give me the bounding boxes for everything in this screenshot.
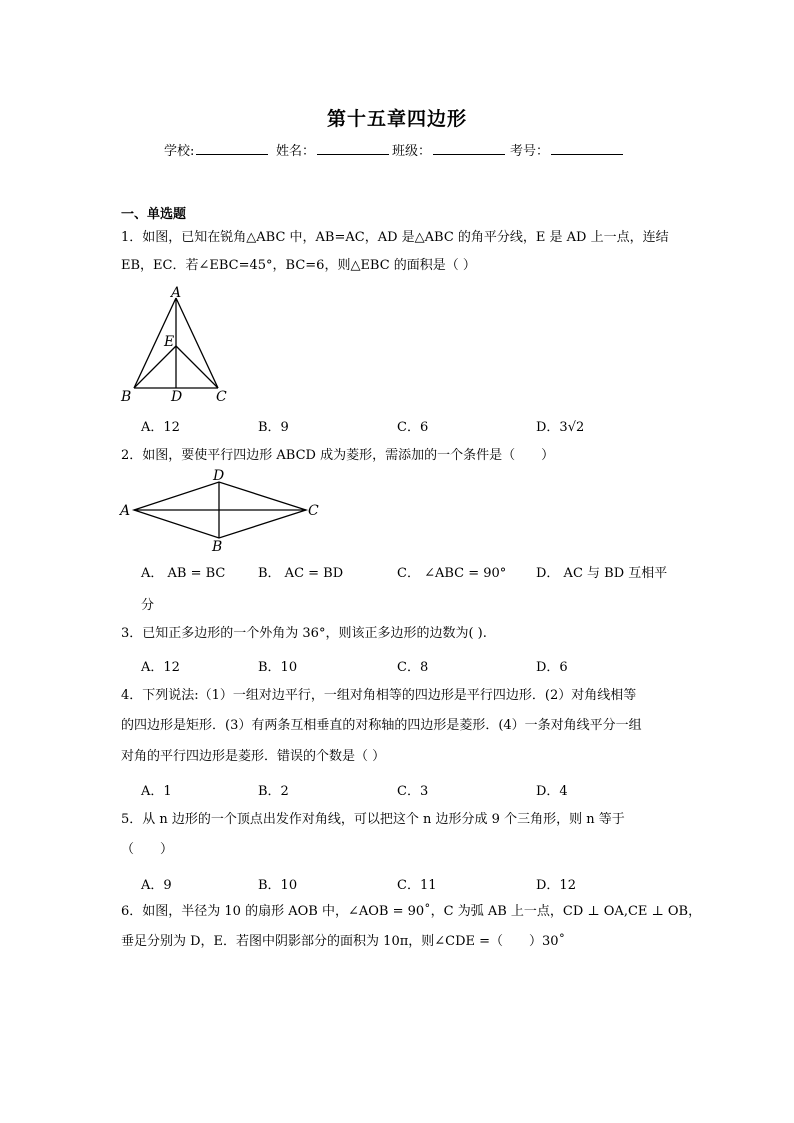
name-label: 姓名：	[276, 144, 316, 159]
q6-line2: 垂足分别为 D，E．若图中阴影部分的面积为 10π，则∠CDE =（ ）30˚	[121, 934, 566, 949]
q1-label-e: E	[164, 334, 175, 350]
q5-option-d[interactable]: D．12	[536, 878, 576, 893]
q5-option-a[interactable]: A．9	[141, 878, 172, 893]
q2-option-d-continued: 分	[141, 598, 155, 613]
q5-option-b[interactable]: B．10	[258, 878, 298, 893]
class-field	[392, 140, 505, 159]
q4-line3: 对角的平行四边形是菱形．错误的个数是（ ）	[121, 749, 386, 764]
school-label: 学校:	[164, 144, 195, 159]
name-field	[276, 140, 389, 159]
q2-option-d[interactable]: D． AC 与 BD 互相平	[536, 566, 668, 581]
q1-line2: EB，EC．若∠EBC=45°，BC=6，则△EBC 的面积是（ ）	[121, 258, 476, 273]
q1-line1: 1．如图，已知在锐角△ABC 中，AB=AC，AD 是△ABC 的角平分线，E 是 AD 上一点，连结	[121, 230, 669, 245]
q3-option-b[interactable]: B．10	[258, 660, 298, 675]
number-label: 考号：	[510, 144, 550, 159]
q3-option-c[interactable]: C．8	[397, 660, 429, 675]
school-blank[interactable]	[196, 142, 268, 155]
q2-label-d: D	[213, 468, 225, 484]
q4-line2: 的四边形是矩形．(3）有两条互相垂直的对称轴的四边形是菱形．(4）一条对角线平分一组	[121, 718, 642, 733]
q2-option-c[interactable]: C． ∠ABC = 90°	[397, 566, 507, 581]
name-blank[interactable]	[317, 142, 389, 155]
q2-option-b[interactable]: B． AC = BD	[258, 566, 344, 581]
q2-label-b: B	[212, 539, 223, 554]
q5-option-c[interactable]: C．11	[397, 878, 437, 893]
q2-rhombus-figure	[116, 468, 326, 554]
q3-line1: 3．已知正多边形的一个外角为 36°，则该正多边形的边数为( ).	[121, 626, 487, 641]
q2-label-a: A	[120, 503, 131, 519]
q1-option-a[interactable]: A．12	[141, 420, 180, 435]
q1-option-d[interactable]: D．3√2	[536, 420, 585, 435]
number-blank[interactable]	[551, 142, 623, 155]
section-title: 一、单选题	[121, 207, 187, 222]
q1-option-c[interactable]: C．6	[397, 420, 429, 435]
q4-line1: 4．下列说法:（1）一组对边平行，一组对角相等的四边形是平行四边形．(2）对角线相等	[121, 688, 637, 703]
q4-option-a[interactable]: A．1	[141, 784, 172, 799]
q4-option-c[interactable]: C．3	[397, 784, 429, 799]
number-field	[510, 140, 623, 159]
q3-option-d[interactable]: D．6	[536, 660, 568, 675]
class-blank[interactable]	[433, 142, 505, 155]
q1-label-d: D	[171, 389, 183, 405]
q2-line1: 2．如图，要使平行四边形 ABCD 成为菱形，需添加的一个条件是（ ）	[121, 448, 555, 463]
q1-label-c: C	[216, 389, 227, 405]
q1-label-a: A	[171, 285, 182, 301]
class-label: 班级：	[392, 144, 432, 159]
q4-option-d[interactable]: D．4	[536, 784, 568, 799]
q4-option-b[interactable]: B．2	[258, 784, 289, 799]
q1-triangle-figure	[116, 284, 236, 406]
q5-line1: 5．从 n 边形的一个顶点出发作对角线，可以把这个 n 边形分成 9 个三角形，则 n 等于	[121, 812, 625, 827]
q6-line1: 6．如图，半径为 10 的扇形 AOB 中，∠AOB = 90˚，C 为弧 AB 上一点，CD ⊥ OA,CE ⊥ OB，	[121, 904, 702, 919]
school-field	[164, 140, 268, 159]
q2-label-c: C	[308, 503, 319, 519]
q1-option-b[interactable]: B．9	[258, 420, 289, 435]
q5-line2: （ ）	[121, 842, 174, 857]
q1-label-b: B	[121, 389, 132, 405]
q3-option-a[interactable]: A．12	[141, 660, 180, 675]
page-title: 第十五章四边形	[326, 108, 467, 130]
q2-option-a[interactable]: A． AB = BC	[141, 566, 226, 581]
